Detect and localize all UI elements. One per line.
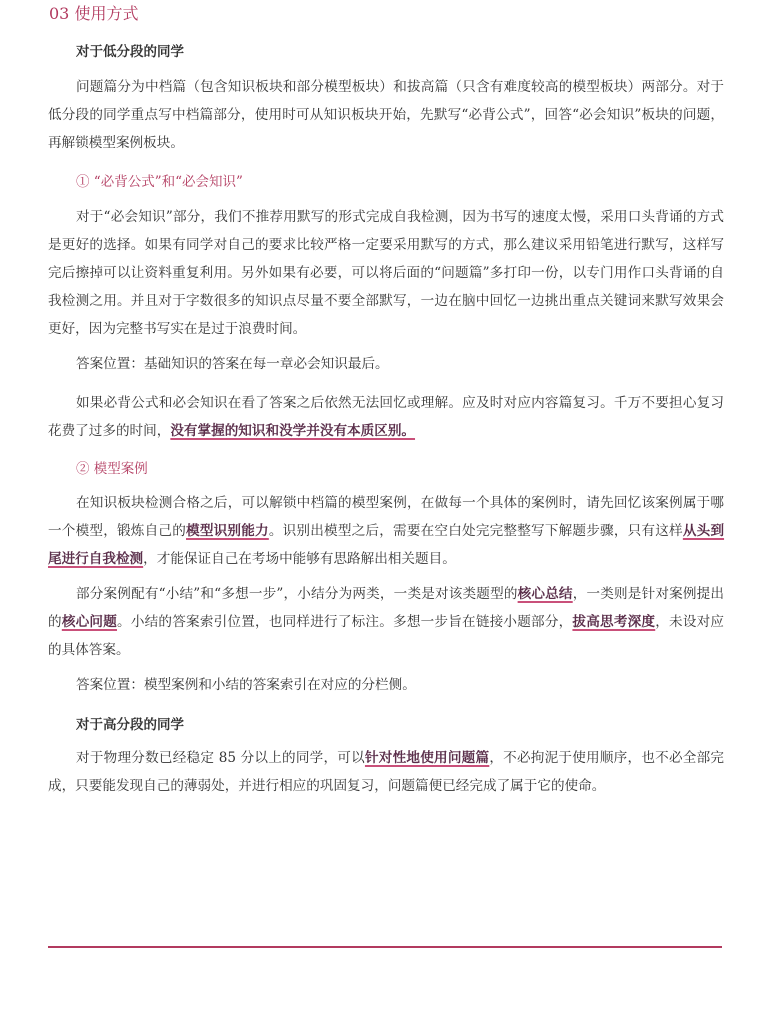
- emphasis-depth: 拔高思考深度: [572, 614, 656, 630]
- model-case-paragraph: [48, 489, 724, 573]
- bottom-divider: [48, 946, 722, 948]
- model-text-b: 。识别出模型之后，需要在空白处完完整整写下解题步骤，只有这样: [268, 523, 683, 539]
- answer-location-model: 答案位置：模型案例和小结的答案索引在对应的分栏侧。: [76, 677, 416, 693]
- subheading-low-score: 对于低分段的同学: [76, 44, 184, 60]
- review-paragraph: [48, 389, 724, 445]
- summary-text-c: 。小结的答案索引位置，也同样进行了标注。多想一步旨在链接小题部分，: [117, 614, 573, 630]
- intro-paragraph: 问题篇分为中档篇（包含知识板块和部分模型板块）和拔高篇（只含有难度较高的模型板块）两部分。对于低分段的同学重点写中档篇部分，使用时可从知识板块开始，先默写“必背公式”，回答“必会知识”板块的问题，再解锁模型案例板块。: [48, 79, 724, 151]
- item2-heading: ② 模型案例: [76, 461, 148, 477]
- summary-text-a: 部分案例配有“小结”和“多想一步”，小结分为两类，一类是对该类题型的: [76, 586, 518, 602]
- emphasis-core-question: 核心问题: [61, 614, 118, 630]
- model-text-c: ，才能保证自己在考场中能够有思路解出相关题目。: [143, 551, 456, 567]
- memorization-paragraph: 对于“必会知识”部分，我们不推荐用默写的形式完成自我检测，因为书写的速度太慢，采用口头背诵的方式是更好的选择。如果有同学对自己的要求比较严格一定要采用默写的方式，那么建议采用铅笔进行默写，这样写完后擦掉可以让资料重复利用。另外如果有必要，可以将后面的“问题篇”多打印一份，以专门用作口头背诵的自我检测之用。并且对于字数很多的知识点尽量不要全部默写，一边在脑中回忆一边挑出重点关键词来默写效果会更好，因为完整书写实在是过于浪费时间。: [48, 209, 724, 337]
- emphasis-self-check: 从头到尾进行自我检测: [48, 523, 725, 567]
- high-text-b: ，不必拘泥于使用顺序，也不必全部完成，只要能发现自己的薄弱处，并进行相应的巩固复习，问题篇便已经完成了属于它的使命。: [48, 750, 724, 794]
- section-title: 03 使用方式: [49, 4, 139, 23]
- item1-heading: ① “必背公式”和“必会知识”: [76, 174, 243, 190]
- summary-text-b: ，一类则是针对案例提出的: [48, 586, 725, 630]
- emphasis-targeted-use: 针对性地使用问题篇: [364, 750, 490, 766]
- review-text: 如果必背公式和必会知识在看了答案之后依然无法回忆或理解。应及时对应内容篇复习。千万不要担心复习花费了过多的时间，: [48, 395, 724, 439]
- summary-paragraph: [48, 580, 724, 664]
- emphasis-core-summary: 核心总结: [517, 586, 573, 602]
- emphasis-no-difference: 没有掌握的知识和没学并没有本质区别。: [170, 423, 416, 439]
- model-text-a: 在知识板块检测合格之后，可以解锁中档篇的模型案例，在做每一个具体的案例时，请先回忆该案例属于哪一个模型，锻炼自己的: [48, 495, 724, 539]
- subheading-high-score: 对于高分段的同学: [76, 717, 184, 733]
- high-score-paragraph: [48, 744, 724, 800]
- summary-text-d: ，未设对应的具体答案。: [48, 614, 725, 658]
- emphasis-model-recognition: 模型识别能力: [186, 523, 269, 539]
- high-text-a: 对于物理分数已经稳定 85 分以上的同学，可以: [76, 750, 365, 766]
- answer-location-basic: 答案位置：基础知识的答案在每一章必会知识最后。: [76, 356, 389, 372]
